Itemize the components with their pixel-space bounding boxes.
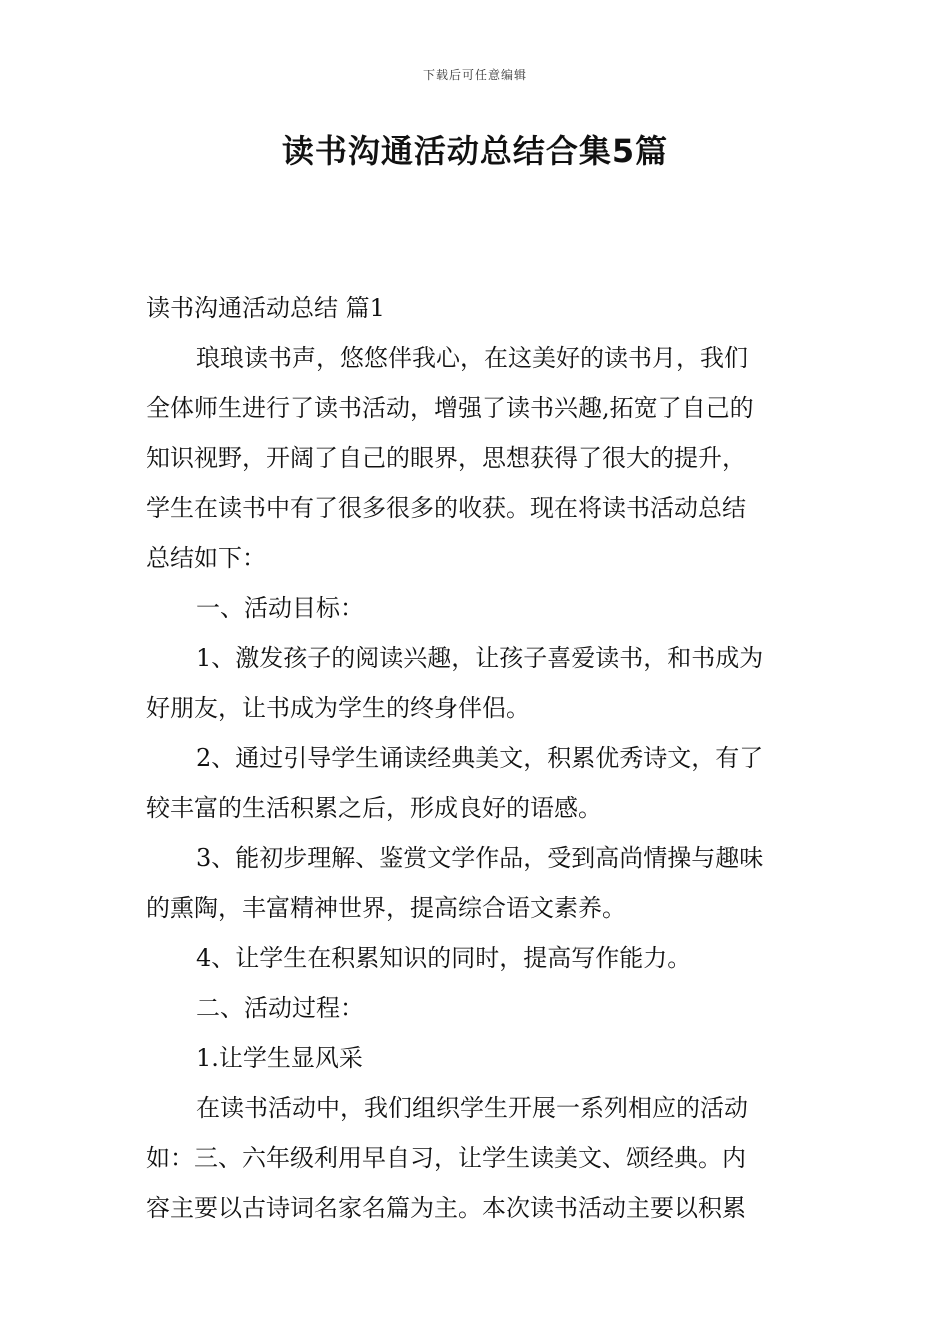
paragraph-line: 在读书活动中，我们组织学生开展一系列相应的活动 [196, 1094, 748, 1122]
paragraph-line: 琅琅读书声，悠悠伴我心，在这美好的读书月，我们 [196, 344, 748, 372]
paragraph-line: 学生在读书中有了很多很多的收获。现在将读书活动总结 [146, 494, 746, 522]
paragraph-line: 好朋友，让书成为学生的终身伴侣。 [146, 694, 530, 722]
paragraph-line: 知识视野，开阔了自己的眼界，思想获得了很大的提升， [146, 444, 746, 472]
subheading-line: 1.让学生显风采 [196, 1044, 363, 1072]
paragraph-line: 容主要以古诗词名家名篇为主。本次读书活动主要以积累 [146, 1194, 746, 1222]
paragraph-line: 的熏陶，丰富精神世界，提高综合语文素养。 [146, 894, 626, 922]
subheading-line: 一、活动目标： [196, 594, 364, 622]
paragraph-line: 较丰富的生活积累之后，形成良好的语感。 [146, 794, 602, 822]
paragraph-line: 全体师生进行了读书活动，增强了读书兴趣,拓宽了自己的 [146, 394, 754, 422]
document-body [146, 283, 806, 1233]
paragraph-line: 1、激发孩子的阅读兴趣，让孩子喜爱读书，和书成为 [196, 644, 764, 672]
paragraph-line: 总结如下： [146, 544, 266, 572]
paragraph-line: 4、让学生在积累知识的同时，提高写作能力。 [196, 944, 692, 972]
document-title: 读书沟通活动总结合集5篇 [281, 132, 669, 170]
paragraph-line: 3、能初步理解、鉴赏文学作品，受到高尚情操与趣味 [196, 844, 764, 872]
paragraph-line: 如：三、六年级利用早自习，让学生读美文、颂经典。内 [146, 1144, 746, 1172]
paragraph-line: 2、通过引导学生诵读经典美文，积累优秀诗文，有了 [196, 744, 764, 772]
section-heading: 读书沟通活动总结 篇1 [146, 294, 385, 322]
header-note: 下载后可任意编辑 [422, 68, 527, 82]
subheading-line: 二、活动过程： [196, 994, 364, 1022]
